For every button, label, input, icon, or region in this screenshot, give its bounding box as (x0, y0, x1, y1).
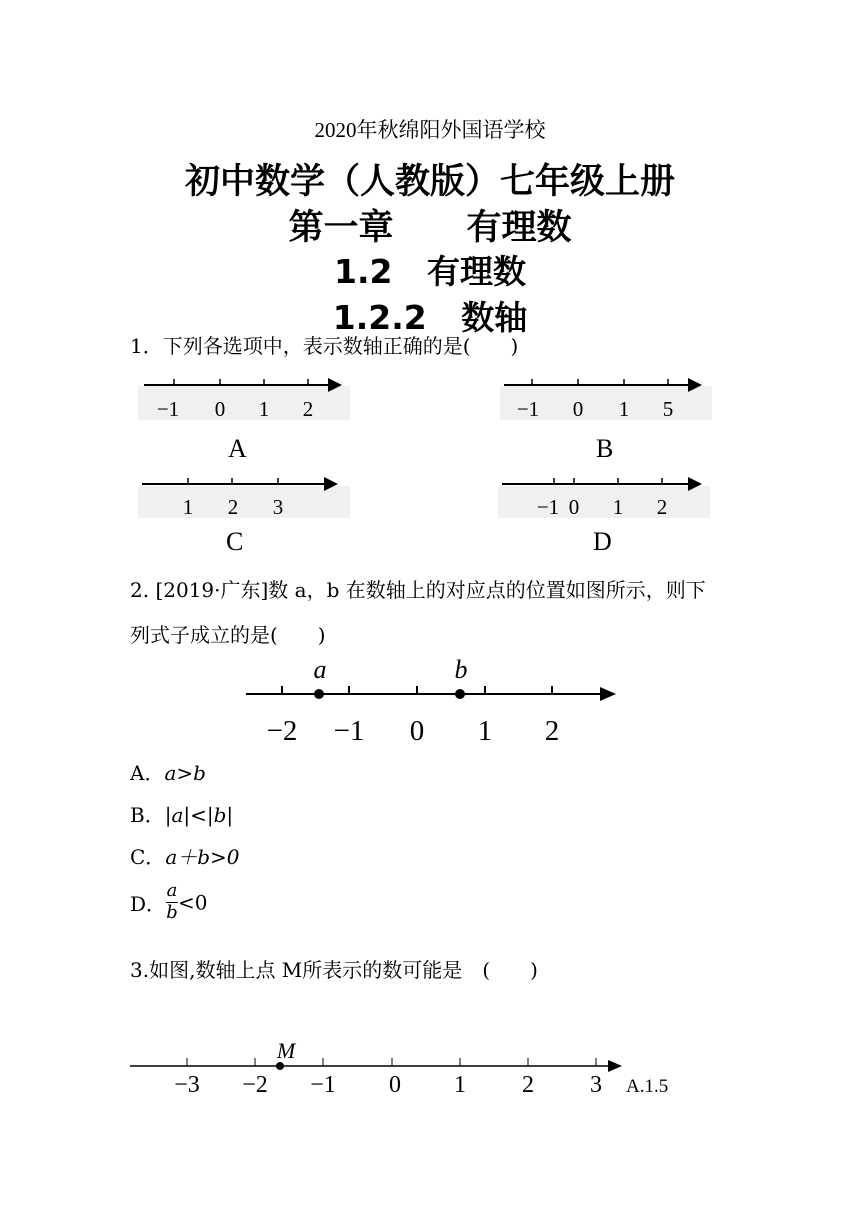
option-text: <0 (178, 890, 208, 915)
q1-axis-b (500, 372, 712, 422)
tick-label: −1 (536, 495, 560, 519)
option-prefix: B． (130, 803, 165, 827)
q1-axis-a (138, 372, 350, 422)
tick-label: 2 (544, 715, 560, 747)
point-b-label: b (454, 656, 468, 684)
arrow-right-icon (600, 687, 616, 701)
option-prefix: A． (130, 761, 165, 785)
tick-label: −2 (242, 1072, 268, 1098)
axis-bg (498, 486, 710, 518)
option-text: a＋b>0 (165, 845, 240, 869)
tick-label: 3 (272, 495, 284, 519)
tick-label: 1 (454, 1072, 466, 1098)
tick-label: 1 (618, 397, 630, 421)
tick-label: 5 (662, 397, 674, 421)
fraction-denominator: b (166, 901, 178, 923)
fraction-numerator: a (166, 880, 178, 901)
tick-label: 2 (302, 397, 314, 421)
q1-option-b-label: B (596, 434, 614, 463)
q1-option-a-label: A (228, 434, 247, 463)
q1-option-d-label: D (593, 527, 612, 556)
tick-label: −1 (333, 715, 365, 747)
fraction (166, 882, 178, 923)
tick-label: 2 (522, 1072, 534, 1098)
q1-axis-c (138, 470, 350, 520)
option-text: a>b (164, 761, 206, 785)
tick-label: −1 (310, 1072, 336, 1098)
q2-option-d (130, 882, 208, 923)
point-b (455, 689, 465, 699)
q2-option-a (130, 757, 206, 786)
tick-label: 3 (590, 1072, 602, 1098)
tick-label: 0 (214, 397, 226, 421)
point-a-label: a (313, 656, 327, 684)
option-prefix: C． (130, 845, 166, 869)
school-line: 2020年秋绵阳外国语学校 (314, 118, 546, 142)
tick-label: 1 (182, 495, 194, 519)
tick-label: 2 (227, 495, 239, 519)
q2-stem-line2: 列式子成立的是( ) (130, 623, 326, 647)
q1-option-c-label: C (226, 527, 244, 556)
arrow-right-icon (608, 1060, 622, 1072)
chapter-title: 第一章 有理数 (288, 208, 572, 248)
tick-label: 0 (409, 715, 425, 747)
tick-label: 0 (568, 495, 580, 519)
q3-number-line (126, 1036, 726, 1102)
tick-label: −1 (156, 397, 180, 421)
tick-label: 1 (477, 715, 493, 747)
option-prefix: D． (130, 891, 167, 916)
axis-bg (138, 486, 350, 518)
tick-label: 0 (389, 1072, 401, 1098)
q3-stem: 3.如图,数轴上点 M所表示的数可能是 ( ) (130, 958, 538, 982)
subsection-title: 1.2.2 数轴 (332, 298, 528, 337)
tick-label: 1 (612, 495, 624, 519)
course-title: 初中数学（人教版）七年级上册 (184, 162, 675, 202)
option-text: |a|<|b| (164, 803, 234, 827)
tick-label: −3 (174, 1072, 200, 1098)
tick-label: −2 (266, 715, 298, 747)
tick-label: 2 (656, 495, 668, 519)
point-a (314, 689, 324, 699)
q1-axis-d (498, 470, 710, 520)
tick-label: 1 (258, 397, 270, 421)
q3-answer-hint: A.1.5 (626, 1076, 669, 1097)
q2-option-b (130, 799, 233, 828)
tick-label: −1 (516, 397, 540, 421)
q2-stem-line1: 2. [2019·广东]数 a，b 在数轴上的对应点的位置如图所示，则下 (130, 578, 706, 602)
section-title: 1.2 有理数 (334, 252, 526, 291)
q1-stem: 1．下列各选项中，表示数轴正确的是( ) (130, 334, 519, 358)
q2-option-c (130, 841, 240, 870)
tick-label: 0 (572, 397, 584, 421)
q2-number-line (240, 656, 630, 752)
point-m-label: M (276, 1038, 296, 1063)
point-m (276, 1062, 284, 1070)
